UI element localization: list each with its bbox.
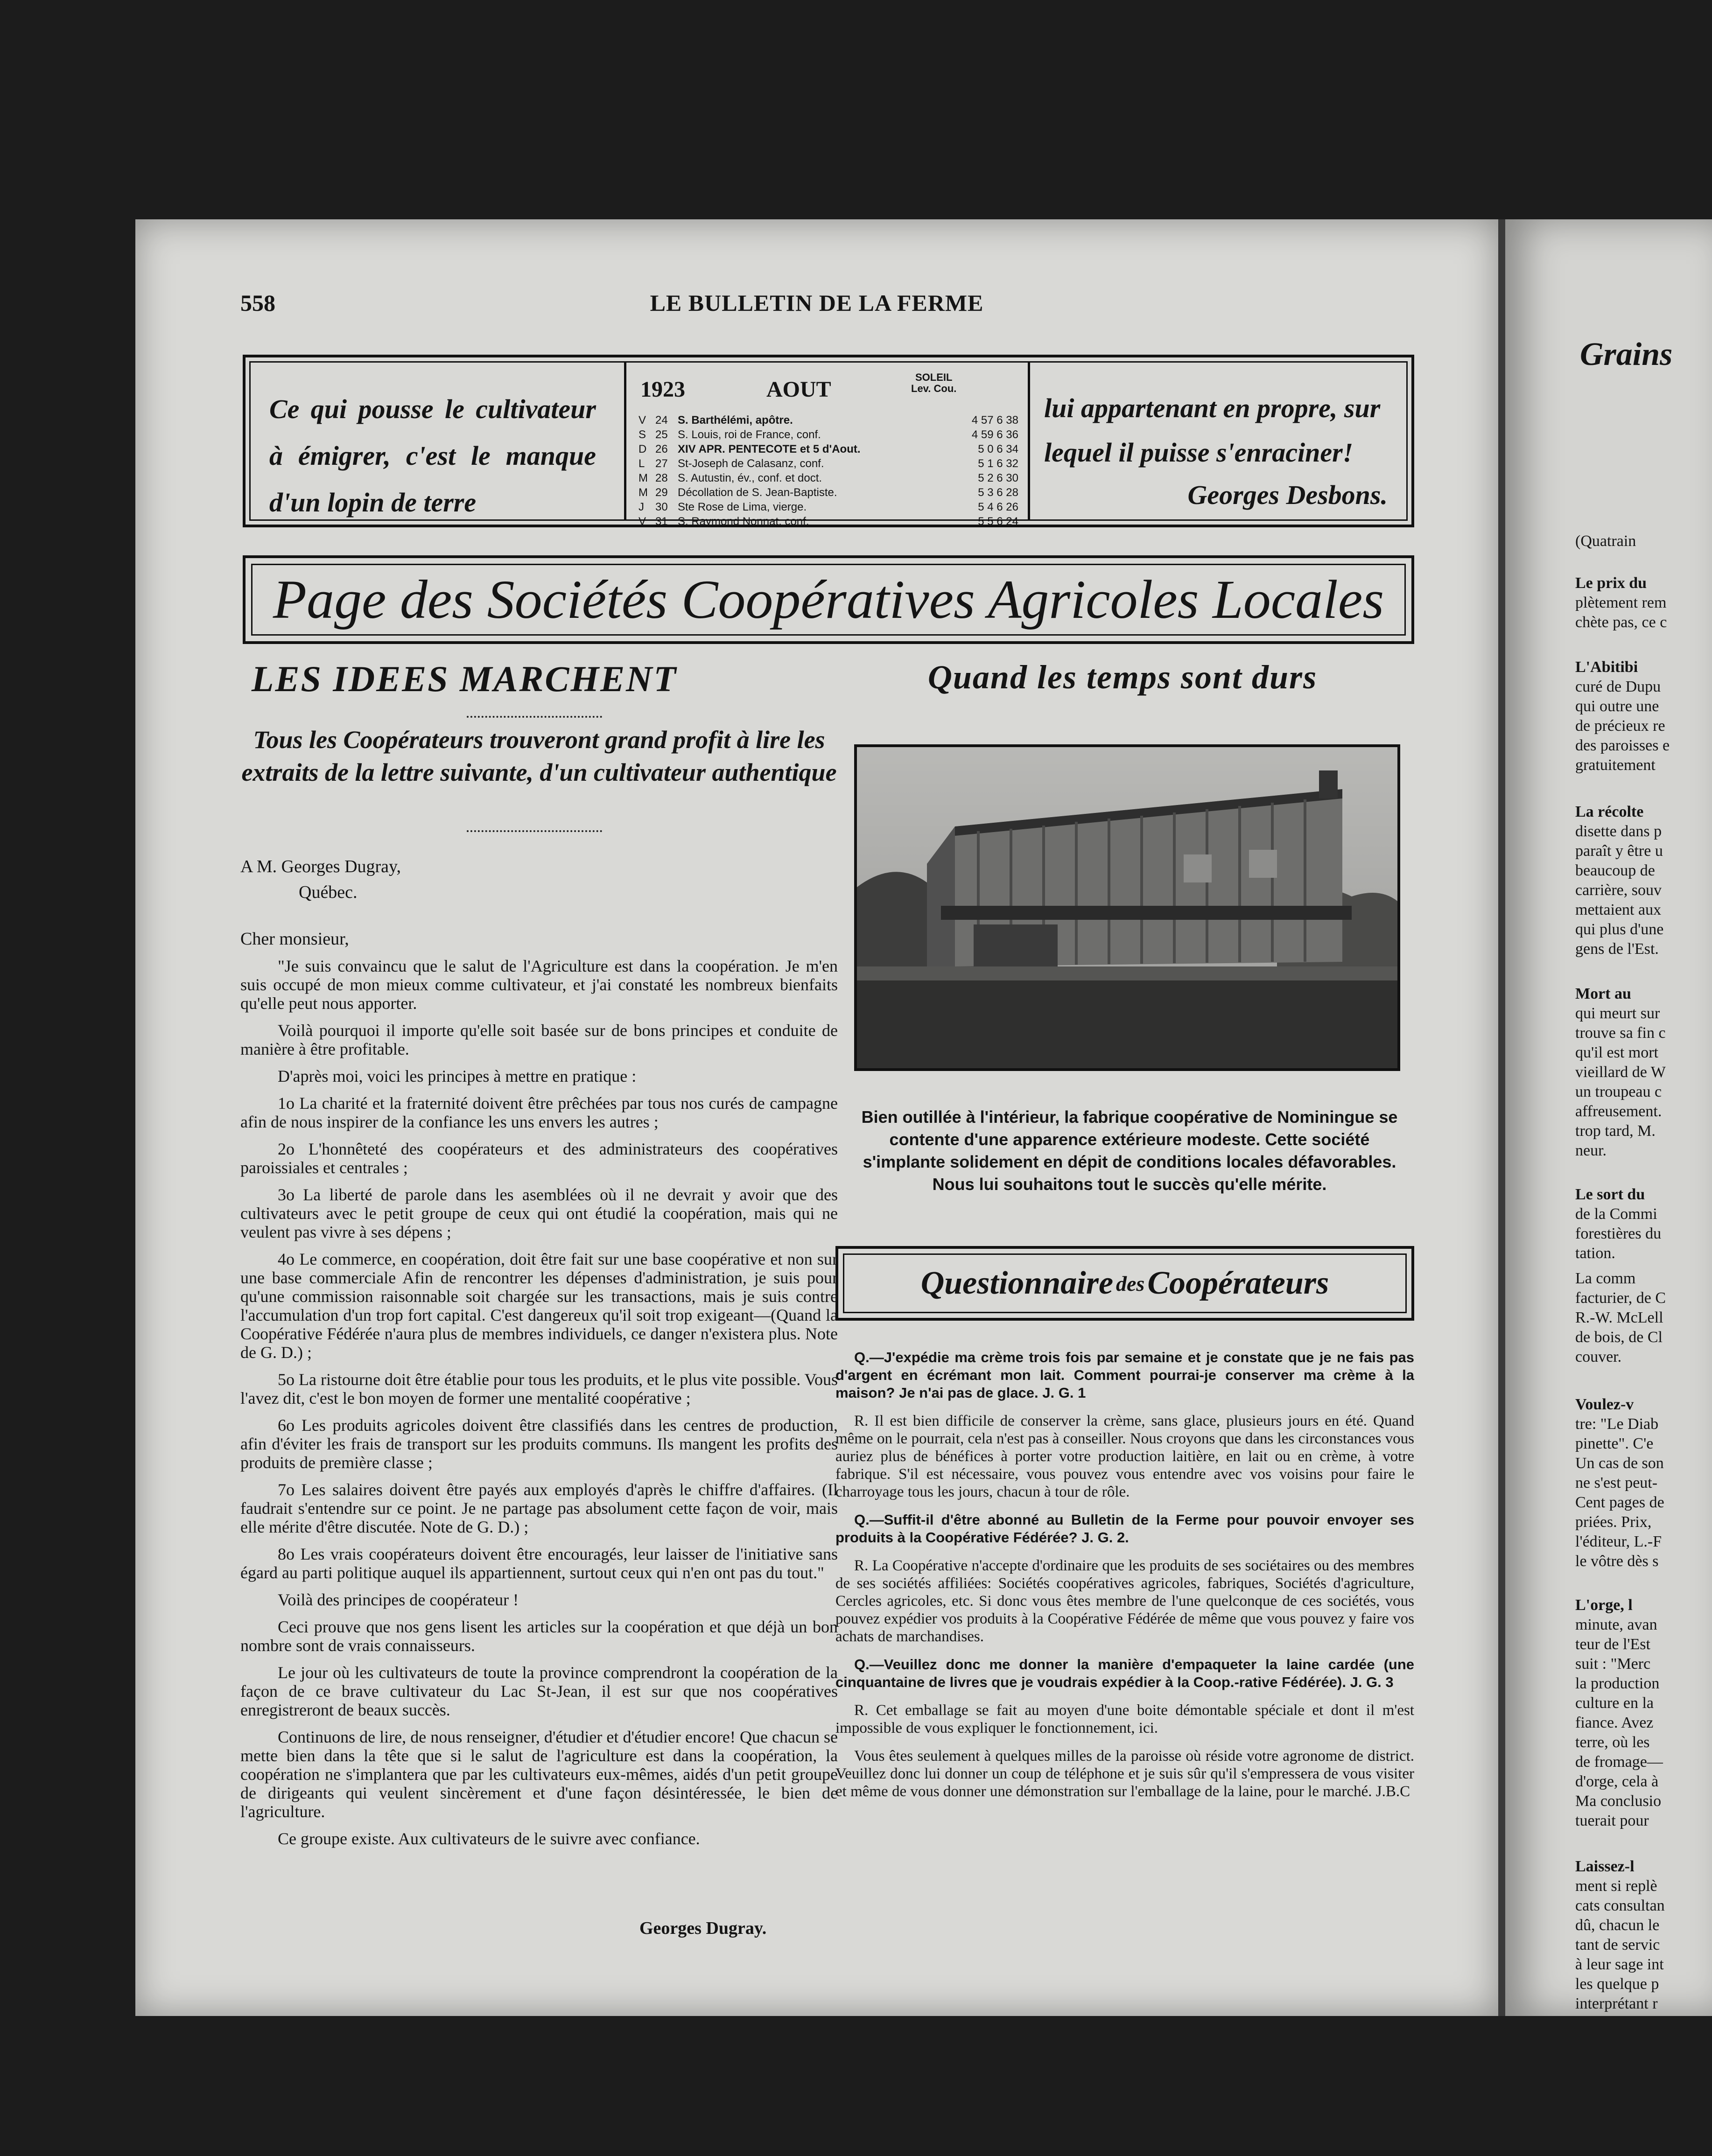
- question-text: Q.—Suffit-il d'être abonné au Bulletin de la Ferme pour pouvoir envoyer ses produits à la Coopérative Fédérée? J. G. 2.: [835, 1512, 1414, 1546]
- top-quote-box: [243, 355, 1414, 527]
- letter-paragraph: Ce groupe existe. Aux cultivateurs de le suivre avec confiance.: [278, 1829, 700, 1848]
- day-letter: D: [638, 443, 647, 455]
- sun-times: 5 1 6 32: [978, 457, 1018, 470]
- next-page-text-fragment: ne s'est peut-: [1575, 1474, 1658, 1491]
- next-page-text-fragment: gratuitement: [1575, 756, 1656, 774]
- calendar-rows: [638, 413, 1019, 529]
- letter-paragraph: 8o Les vrais coopérateurs doivent être encouragés, leur laisser de l'initiative sans égard au parti politique auquel ils appartiennent, surtout ceux qui n'en ont pas du tout.": [240, 1545, 838, 1582]
- next-page-text-fragment: un troupeau c: [1575, 1083, 1662, 1100]
- calendar-row: [638, 442, 1019, 456]
- sun-times: 5 2 6 30: [978, 472, 1018, 484]
- calendar-row: [638, 514, 1019, 529]
- next-page-text-fragment: des paroisses e: [1575, 737, 1670, 754]
- sun-times: 5 4 6 26: [978, 501, 1018, 513]
- next-page-text-fragment: le vôtre dès s: [1575, 1553, 1659, 1570]
- letter-paragraph: 6o Les produits agricoles doivent être classifiés dans les centres de production, afin d'éviter les frais de transport sur les produits communs. Ils mangent les profits des produits de première classe ;: [240, 1416, 838, 1472]
- next-page-text-fragment: ment si replè: [1575, 1877, 1657, 1895]
- calendar-row: [638, 471, 1019, 485]
- next-page-text-fragment: culture en la: [1575, 1694, 1654, 1712]
- sun-times: 4 57 6 38: [971, 414, 1018, 427]
- next-page-text-fragment: Un cas de son: [1575, 1455, 1664, 1472]
- next-page-text-fragment: priées. Prix,: [1575, 1513, 1652, 1531]
- letter-paragraph: Le jour où les cultivateurs de toute la province comprendront la coopération de la façon de ce brave cultivateur du Lac St-Jean, il est sur que nos coopératives enregistreront de beaux succès.: [240, 1663, 838, 1719]
- next-page-text-fragment: affreusement.: [1575, 1103, 1662, 1120]
- right-quote: lui appartenant en propre, sur lequel il puisse s'enraciner!: [1044, 393, 1381, 468]
- next-page-text-fragment: carrière, souv: [1575, 882, 1662, 899]
- day-letter: S: [638, 428, 646, 441]
- next-page-text-fragment: dû, chacun le: [1575, 1917, 1660, 1934]
- photo-caption: Bien outillée à l'intérieur, la fabrique coopérative de Nominingue se contente d'une apparence extérieure modeste. Cette société s'implante solidement en dépit de conditions locales défavorables. Nous lui souhaitons tout le succès qu'elle mérite.: [861, 1107, 1398, 1194]
- sun-times: 5 0 6 34: [978, 443, 1018, 455]
- next-page-text-fragment: terre, où les: [1575, 1734, 1650, 1751]
- next-page-text-fragment: les quelque p: [1575, 1975, 1659, 1993]
- next-page-text-fragment: mettaient aux: [1575, 901, 1662, 918]
- next-page-text-fragment: qui plus d'une: [1575, 921, 1664, 938]
- next-page-text-fragment: cats consultan: [1575, 1897, 1665, 1914]
- letter-salutation: Cher monsieur,: [240, 929, 349, 949]
- question-text: Q.—J'expédie ma crème trois fois par semaine et je constate que je ne fais pas d'argent en écrémant mon lait. Comment pourrai-je conserver ma crème à la maison? Je n'ai pas de glace. J. G. 1: [835, 1349, 1414, 1401]
- calendar-row: [638, 456, 1019, 471]
- next-page-text-fragment: beaucoup de: [1575, 862, 1655, 879]
- letter-paragraph: 7o Les salaires doivent être payés aux employés d'après le chiffre d'affaires. (Il faudrait s'entendre sur ce point. Je ne partage pas absolument cette façon de voir, mais elle mérite d'être discutée. Note de G. D.) ;: [240, 1480, 838, 1536]
- question-text: Q.—Veuillez donc me donner la manière d'empaqueter la laine cardée (une cinquantaine de livres que je voudrais expédier à la Coop.-rative Fédérée). J. G. 3: [835, 1656, 1414, 1690]
- questionnaire-title: [843, 1253, 1407, 1313]
- next-page-text-fragment: Mort au: [1575, 985, 1631, 1002]
- section-banner: [243, 555, 1414, 644]
- ornament-divider: [467, 709, 602, 718]
- next-page-fragment: [1505, 219, 1712, 2016]
- sun-times: 5 5 6 24: [978, 515, 1018, 528]
- next-page-text-fragment: suit : "Merc: [1575, 1655, 1651, 1673]
- next-page-text-fragment: qui meurt sur: [1575, 1005, 1660, 1022]
- next-page-text-fragment: tuerait pour: [1575, 1812, 1649, 1829]
- day-letter: V: [638, 515, 646, 528]
- factory-photo: [854, 744, 1400, 1071]
- calendar-month: AOUT: [766, 377, 831, 402]
- next-page-text-fragment: vieillard de W: [1575, 1064, 1666, 1081]
- next-page-text-fragment: qui outre une: [1575, 698, 1659, 715]
- saint-name: Ste Rose de Lima, vierge.: [678, 501, 807, 513]
- saint-name: Décollation de S. Jean-Baptiste.: [678, 486, 837, 499]
- masthead-title: LE BULLETIN DE LA FERME: [650, 290, 984, 316]
- saint-name: XIV APR. PENTECOTE et 5 d'Aout.: [678, 443, 861, 455]
- next-page-text-fragment: de bois, de Cl: [1575, 1329, 1663, 1346]
- sun-header-cols: Lev. Cou.: [911, 383, 957, 394]
- next-page-text-fragment: la production: [1575, 1675, 1660, 1692]
- letter-addressee: A M. Georges Dugray,: [240, 857, 401, 876]
- questionnaire-body: [835, 1349, 1414, 1811]
- next-page-title: Grains: [1580, 336, 1673, 372]
- left-quote: Ce qui pousse le cultivateur à émigrer, c'est le manque d'un lopin de terre: [269, 394, 596, 518]
- calendar-row: [638, 500, 1019, 514]
- left-article-body: [240, 957, 838, 1856]
- letter-paragraph: Voilà pourquoi il importe qu'elle soit basée sur de bons principes et conduite de manière à être profitable.: [240, 1021, 838, 1058]
- next-page-text-fragment: La comm: [1575, 1270, 1636, 1287]
- questionnaire-title-word-2: des: [1116, 1271, 1145, 1295]
- day-letter: J: [638, 501, 644, 513]
- letter-paragraph: 3o La liberté de parole dans les asemblées où il ne devrait y avoir que des cultivateurs avec le petit groupe de ceux qui ont étudié la coopération, mais qui ne veulent pas vivre à ses dépens ;: [240, 1185, 838, 1241]
- next-page-text-fragment: facturier, de C: [1575, 1289, 1666, 1307]
- newspaper-page: [135, 219, 1498, 2016]
- next-page-text-fragment: disette dans p: [1575, 823, 1662, 840]
- questionnaire-title-word-1: Questionnaire: [920, 1265, 1114, 1301]
- saint-name: St-Joseph de Calasanz, conf.: [678, 457, 824, 470]
- day-number: 29: [655, 486, 668, 499]
- next-page-text-fragment: minute, avan: [1575, 1616, 1657, 1633]
- next-page-text-fragment: pinette". C'e: [1575, 1435, 1654, 1452]
- next-page-text-fragment: Le prix du: [1575, 574, 1647, 592]
- next-page-text-fragment: tant de servic: [1575, 1936, 1660, 1953]
- saint-name: S. Louis, roi de France, conf.: [678, 428, 821, 441]
- right-article-heading: Quand les temps sont durs: [927, 658, 1318, 696]
- almanac-calendar: [624, 363, 1030, 528]
- next-page-text-fragment: chète pas, ce c: [1575, 614, 1667, 631]
- day-number: 26: [655, 443, 668, 455]
- next-page-text-fragment: curé de Dupu: [1575, 678, 1661, 695]
- letter-paragraph: 2o L'honnêteté des coopérateurs et des administrateurs des coopératives paroissiales et centrales ;: [240, 1140, 838, 1177]
- letter-paragraph: 1o La charité et la fraternité doivent être prêchées par tous nos curés de campagne afin de nous inspirer de la confiance les uns envers les autres ;: [240, 1094, 838, 1131]
- next-page-text-fragment: L'orge, l: [1575, 1596, 1633, 1614]
- next-page-text-fragment: de la Commi: [1575, 1205, 1657, 1223]
- calendar-row: [638, 427, 1019, 442]
- next-page-text-fragment: interprétant r: [1575, 1995, 1658, 2012]
- quote-signature: Georges Desbons.: [1187, 480, 1388, 510]
- factory-building-image: [857, 747, 1397, 1068]
- next-page-text-fragment: l'éditeur, L.-F: [1575, 1533, 1662, 1550]
- calendar-row: [638, 413, 1019, 427]
- day-number: 28: [655, 472, 668, 484]
- next-page-text-fragment: Ma conclusio: [1575, 1792, 1662, 1810]
- day-number: 31: [655, 515, 668, 528]
- next-page-text-fragment: L'Abitibi: [1575, 658, 1638, 676]
- day-letter: L: [638, 457, 645, 470]
- day-number: 30: [655, 501, 668, 513]
- next-page-text-fragment: R.-W. McLell: [1575, 1309, 1663, 1326]
- sun-times: 4 59 6 36: [971, 428, 1018, 441]
- day-letter: V: [638, 414, 646, 427]
- day-number: 27: [655, 457, 668, 470]
- letter-city: Québec.: [299, 882, 358, 902]
- next-page-text-fragment: tation.: [1575, 1245, 1615, 1262]
- next-page-text-fragment: à leur sage int: [1575, 1956, 1664, 1973]
- letter-paragraph: Continuons de lire, de nous renseigner, d'étudier et d'étudier encore! Que chacun se mette bien dans la tête que si le salut de l'agriculture est dans la coopération, la coopération ne s'implantera que par les cultivateurs eux-mêmes, aidés d'un petit groupe de dirigeants qui veulent sincèrement et d'une façon désintéressée, le bien de l'agriculture.: [240, 1728, 838, 1821]
- top-quote-box-inner: [249, 361, 1408, 528]
- calendar-year: 1923: [640, 377, 685, 402]
- section-banner-title: Page des Sociétés Coopératives Agricoles Locales: [251, 564, 1406, 636]
- next-page-text-fragment: trouve sa fin c: [1575, 1024, 1666, 1042]
- letter-paragraph: Voilà des principes de coopérateur !: [278, 1590, 519, 1609]
- sun-header-label: SOLEIL: [915, 371, 953, 383]
- left-article-signature: Georges Dugray.: [639, 1918, 767, 1938]
- next-page-text-fragment: trop tard, M.: [1575, 1122, 1656, 1140]
- answer-text: Vous êtes seulement à quelques milles de la paroisse où réside votre agronome de district. Veuillez donc lui donner un coup de téléphone et je suis sûr qu'il s'empressera de vous visiter et même de vous donner une démonstration sur l'emballage de la laine, pour le marché. J.B.C: [835, 1748, 1414, 1800]
- letter-paragraph: "Je suis convaincu que le salut de l'Agriculture est dans la coopération. Je m'en suis occupé de mon mieux comme cultivateur, et j'ai constaté les nombreux bienfaits qu'elle peut nous apporter.: [240, 957, 838, 1013]
- next-page-text-fragment: de fromage—: [1575, 1753, 1663, 1771]
- next-page-text-fragment: de précieux re: [1575, 717, 1665, 735]
- day-number: 25: [655, 428, 668, 441]
- next-page-text-fragment: Laissez-l: [1575, 1858, 1635, 1875]
- next-page-text-fragment: forestières du: [1575, 1225, 1662, 1242]
- sun-header: [911, 372, 956, 394]
- next-page-text-fragment: qu'il est mort: [1575, 1044, 1659, 1061]
- next-page-text-fragment: Le sort du: [1575, 1186, 1645, 1203]
- day-number: 24: [655, 414, 668, 427]
- saint-name: S. Barthélémi, apôtre.: [678, 414, 793, 427]
- saint-name: S. Raymond Nonnat, conf.: [678, 515, 809, 528]
- next-page-text-fragment: couver.: [1575, 1348, 1622, 1365]
- next-page-text-fragment: plètement rem: [1575, 594, 1667, 611]
- answer-text: R. Cet emballage se fait au moyen d'une boite démontable spéciale et dont il m'est impossible de vous expliquer le fonctionnement, ici.: [835, 1702, 1414, 1736]
- day-letter: M: [638, 472, 648, 484]
- next-page-text-fragment: La récolte: [1575, 803, 1644, 820]
- next-page-text-fragment: gens de l'Est.: [1575, 940, 1659, 958]
- ornament-divider: [467, 824, 602, 832]
- next-page-text-fragment: Voulez-v: [1575, 1396, 1634, 1413]
- questionnaire-title-box: [835, 1246, 1414, 1321]
- next-page-text-fragment: Cent pages de: [1575, 1494, 1664, 1511]
- questionnaire-title-word-3: Coopérateurs: [1147, 1265, 1329, 1301]
- answer-text: R. Il est bien difficile de conserver la crème, sans glace, plusieurs jours en été. Quand même on le pourrait, cela n'est pas à conseiller. Nous croyons que dans les circonstances vous auriez plus de bénéfices à porter votre production laitière, en lait ou en crème, à votre fabrique. S'il est nécessaire, vous pouvez vous entendre avec vos voisins pour faire le charroyage tous les jours, chacun à tour de rôle.: [835, 1413, 1414, 1500]
- left-article-subheading: Tous les Coopérateurs trouveront grand profit à lire les extraits de la lettre suivante, d'un cultivateur authentique: [241, 726, 837, 786]
- answer-text: R. La Coopérative n'accepte d'ordinaire que les produits de ses sociétaires ou des membres de ses sociétés affiliées: Sociétés coopératives agricoles, fabriques, Sociétés d'agriculture, Cercles agricoles, etc. Si donc vous êtes membre de l'une quelconque de ces sociétés, vous pouvez expédier vos produits à la Coopérative Fédérée de même que vous pouvez y faire vos achats de marchandises.: [835, 1557, 1414, 1645]
- letter-paragraph: Ceci prouve que nos gens lisent les articles sur la coopération et que déjà un bon nombre sont de vrais connaisseurs.: [240, 1617, 838, 1655]
- sun-times: 5 3 6 28: [978, 486, 1018, 499]
- next-page-text-fragment: teur de l'Est: [1575, 1636, 1650, 1653]
- page-number: 558: [240, 290, 275, 316]
- next-page-text-fragment: d'orge, cela à: [1575, 1773, 1659, 1790]
- next-page-text-fragment: paraît y être u: [1575, 842, 1663, 860]
- day-letter: M: [638, 486, 648, 499]
- calendar-row: [638, 485, 1019, 500]
- next-page-text-fragment: (Quatrain: [1575, 532, 1636, 550]
- letter-paragraph: D'après moi, voici les principes à mettre en pratique :: [278, 1067, 637, 1085]
- next-page-text-fragment: neur.: [1575, 1142, 1607, 1159]
- letter-paragraph: 5o La ristourne doit être établie pour tous les produits, et le plus vite possible. Vous l'avez dit, c'est le bon moyen de former une mentalité coopérative ;: [240, 1370, 838, 1407]
- saint-name: S. Autustin, év., conf. et doct.: [678, 472, 822, 484]
- next-page-text-fragment: tre: "Le Diab: [1575, 1415, 1659, 1433]
- left-article-heading: LES IDEES MARCHENT: [251, 658, 678, 699]
- next-page-text-fragment: fiance. Avez: [1575, 1714, 1654, 1731]
- letter-paragraph: 4o Le commerce, en coopération, doit être fait sur une base coopérative et non sur une base commerciale Afin de rencontrer les dépenses d'administration, je suis pour qu'une commission raisonnable soit chargée sur les transactions, mais je suis contre l'accumulation d'un trop fort capital. C'est dangereux qu'il soit trop exigeant—(Quand la Coopérative Fédérée n'aura plus de membres individuels, ce danger n'existera plus. Note de G. D.) ;: [240, 1250, 838, 1362]
